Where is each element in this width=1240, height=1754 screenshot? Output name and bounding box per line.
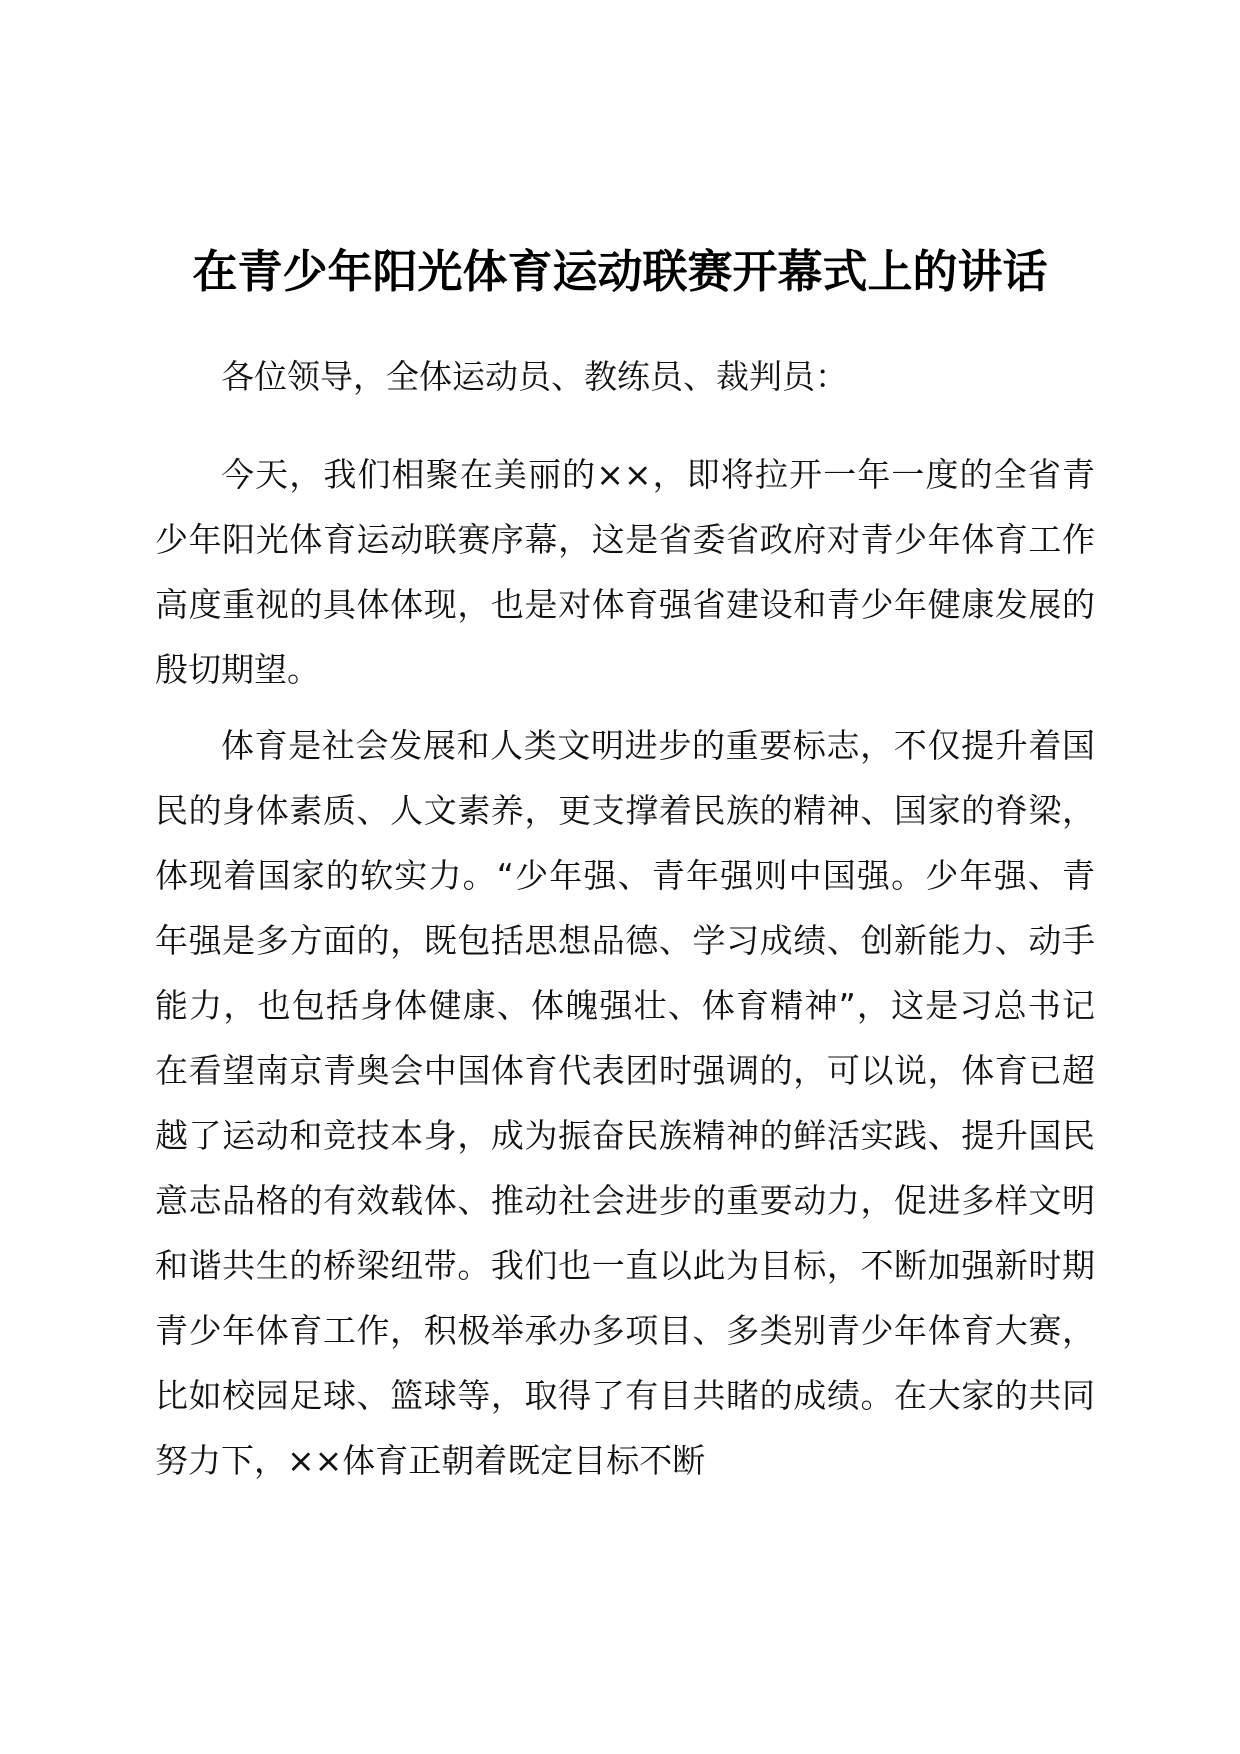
greeting-paragraph: 各位领导，全体运动员、教练员、裁判员： bbox=[221, 357, 848, 396]
body-paragraph-1: 今天，我们相聚在美丽的××，即将拉开一年一度的全省青少年阳光体育运动联赛序幕，这是省委省政府对青少年体育工作高度重视的具体体现，也是对体育强省建设和青少年健康发展的殷切期望。 bbox=[155, 455, 1095, 689]
document-title: 在青少年阳光体育运动联赛开幕式上的讲话 bbox=[192, 245, 1048, 298]
body-paragraph-2: 体育是社会发展和人类文明进步的重要标志，不仅提升着国民的身体素质、人文素养，更支撑着民族的精神、国家的脊梁，体现着国家的软实力。“少年强、青年强则中国强。少年强、青年强是多方面的，既包括思想品德、学习成绩、创新能力、动手能力，也包括身体健康、体魄强壮、体育精神”，这是习总书记在看望南京青奥会中国体育代表团时强调的，可以说，体育已超越了运动和竞技本身，成为振奋民族精神的鲜活实践、提升国民意志品格的有效载体、推动社会进步的重要动力，促进多样文明和谐共生的桥梁纽带。我们也一直以此为目标，不断加强新时期青少年体育工作，积极举承办多项目、多类别青少年体育大赛，比如校园足球、篮球等，取得了有目共睹的成绩。在大家的共同努力下，××体育正朝着既定目标不断 bbox=[155, 726, 1095, 1480]
